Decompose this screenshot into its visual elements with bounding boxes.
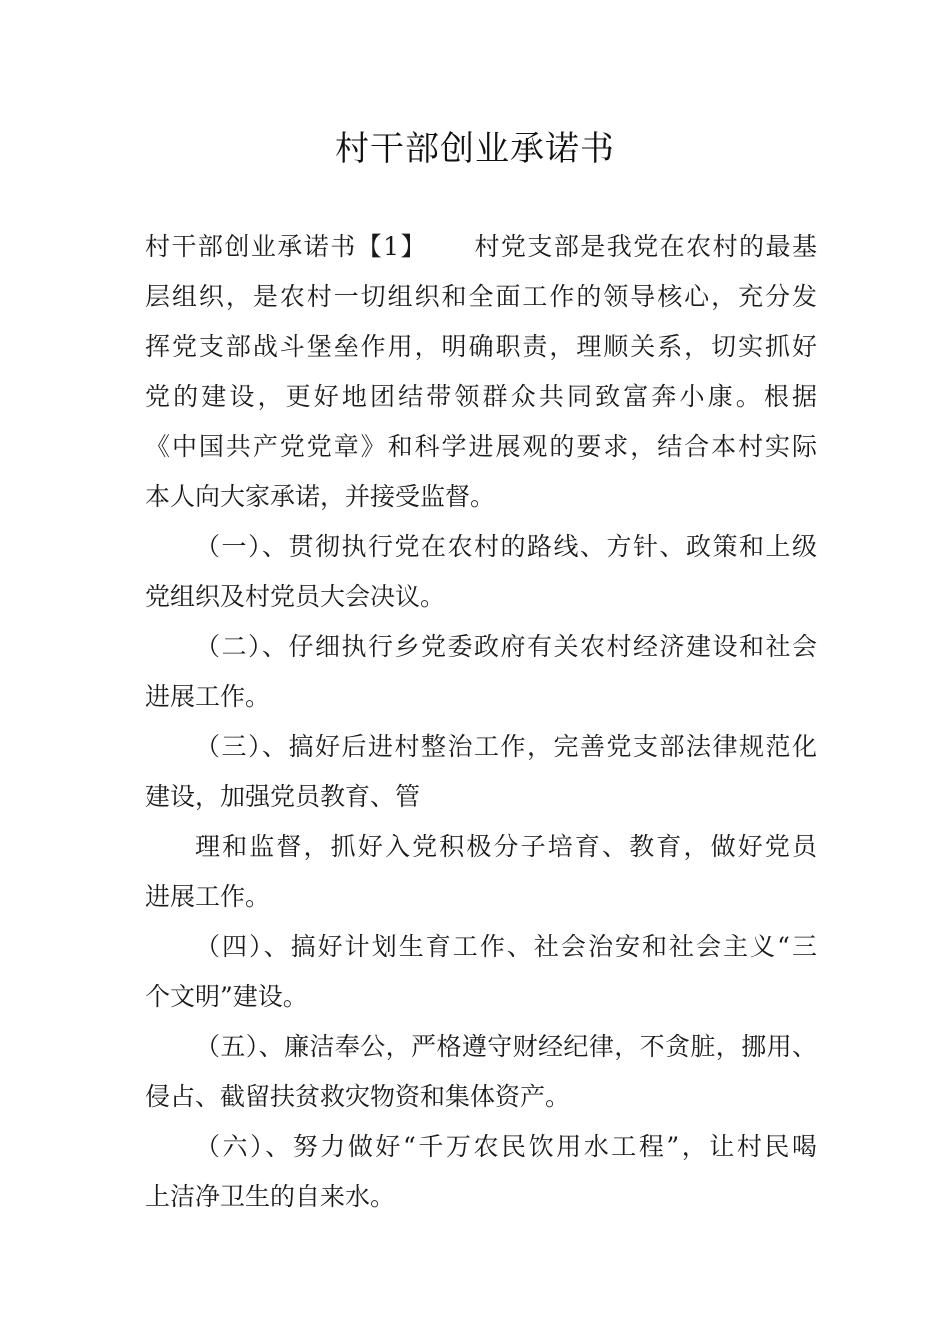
body-line-1 [145,222,817,272]
section-heading: 村干部创业承诺书【1】 [145,232,427,261]
item-1-line-1: （一）、贯彻执行党在农村的路线、方针、政策和上级 [195,532,817,561]
body-line-5: 《中国共产党党章》和科学进展观的要求，结合本村实际 [145,432,817,461]
item-2-line-1: （二）、仔细执行乡党委政府有关农村经济建设和社会 [195,632,817,661]
item-6-line-2: 上洁净卫生的自来水。 [145,1182,396,1211]
body-line-2: 层组织，是农村一切组织和全面工作的领导核心，充分发 [145,282,817,311]
item-1-line-2: 党组织及村党员大会决议。 [145,582,446,611]
item-5-line-1: （五）、廉洁奉公，严格遵守财经纪律，不贪脏，挪用、 [195,1032,817,1061]
item-4-line-1: （四）、搞好计划生育工作、社会治安和社会主义“三 [195,932,817,961]
item-4-line-2: 个文明”建设。 [145,982,308,1011]
body-line-4: 党的建设，更好地团结带领群众共同致富奔小康。根据 [145,382,817,411]
item-2-line-2: 进展工作。 [145,682,271,711]
item-5-line-2: 侵占、截留扶贫救灾物资和集体资产。 [145,1082,571,1111]
paragraph-text: 村党支部是我党在农村的最基 [472,232,817,261]
item-3-line-1: （三）、搞好后进村整治工作，完善党支部法律规范化 [195,732,817,761]
body-line-3: 挥党支部战斗堡垒作用，明确职责，理顺关系，切实抓好 [145,332,817,361]
item-6-line-1: （六）、努力做好“千万农民饮用水工程”，让村民喝 [195,1132,817,1161]
document-title: 村干部创业承诺书 [335,129,615,169]
item-3-line-4: 进展工作。 [145,882,271,911]
item-3-line-3: 理和监督，抓好入党积极分子培育、教育，做好党员 [195,832,817,861]
body-line-6: 本人向大家承诺，并接受监督。 [145,482,496,511]
document-body [145,222,817,1222]
item-3-line-2: 建设，加强党员教育、管 [145,782,421,811]
